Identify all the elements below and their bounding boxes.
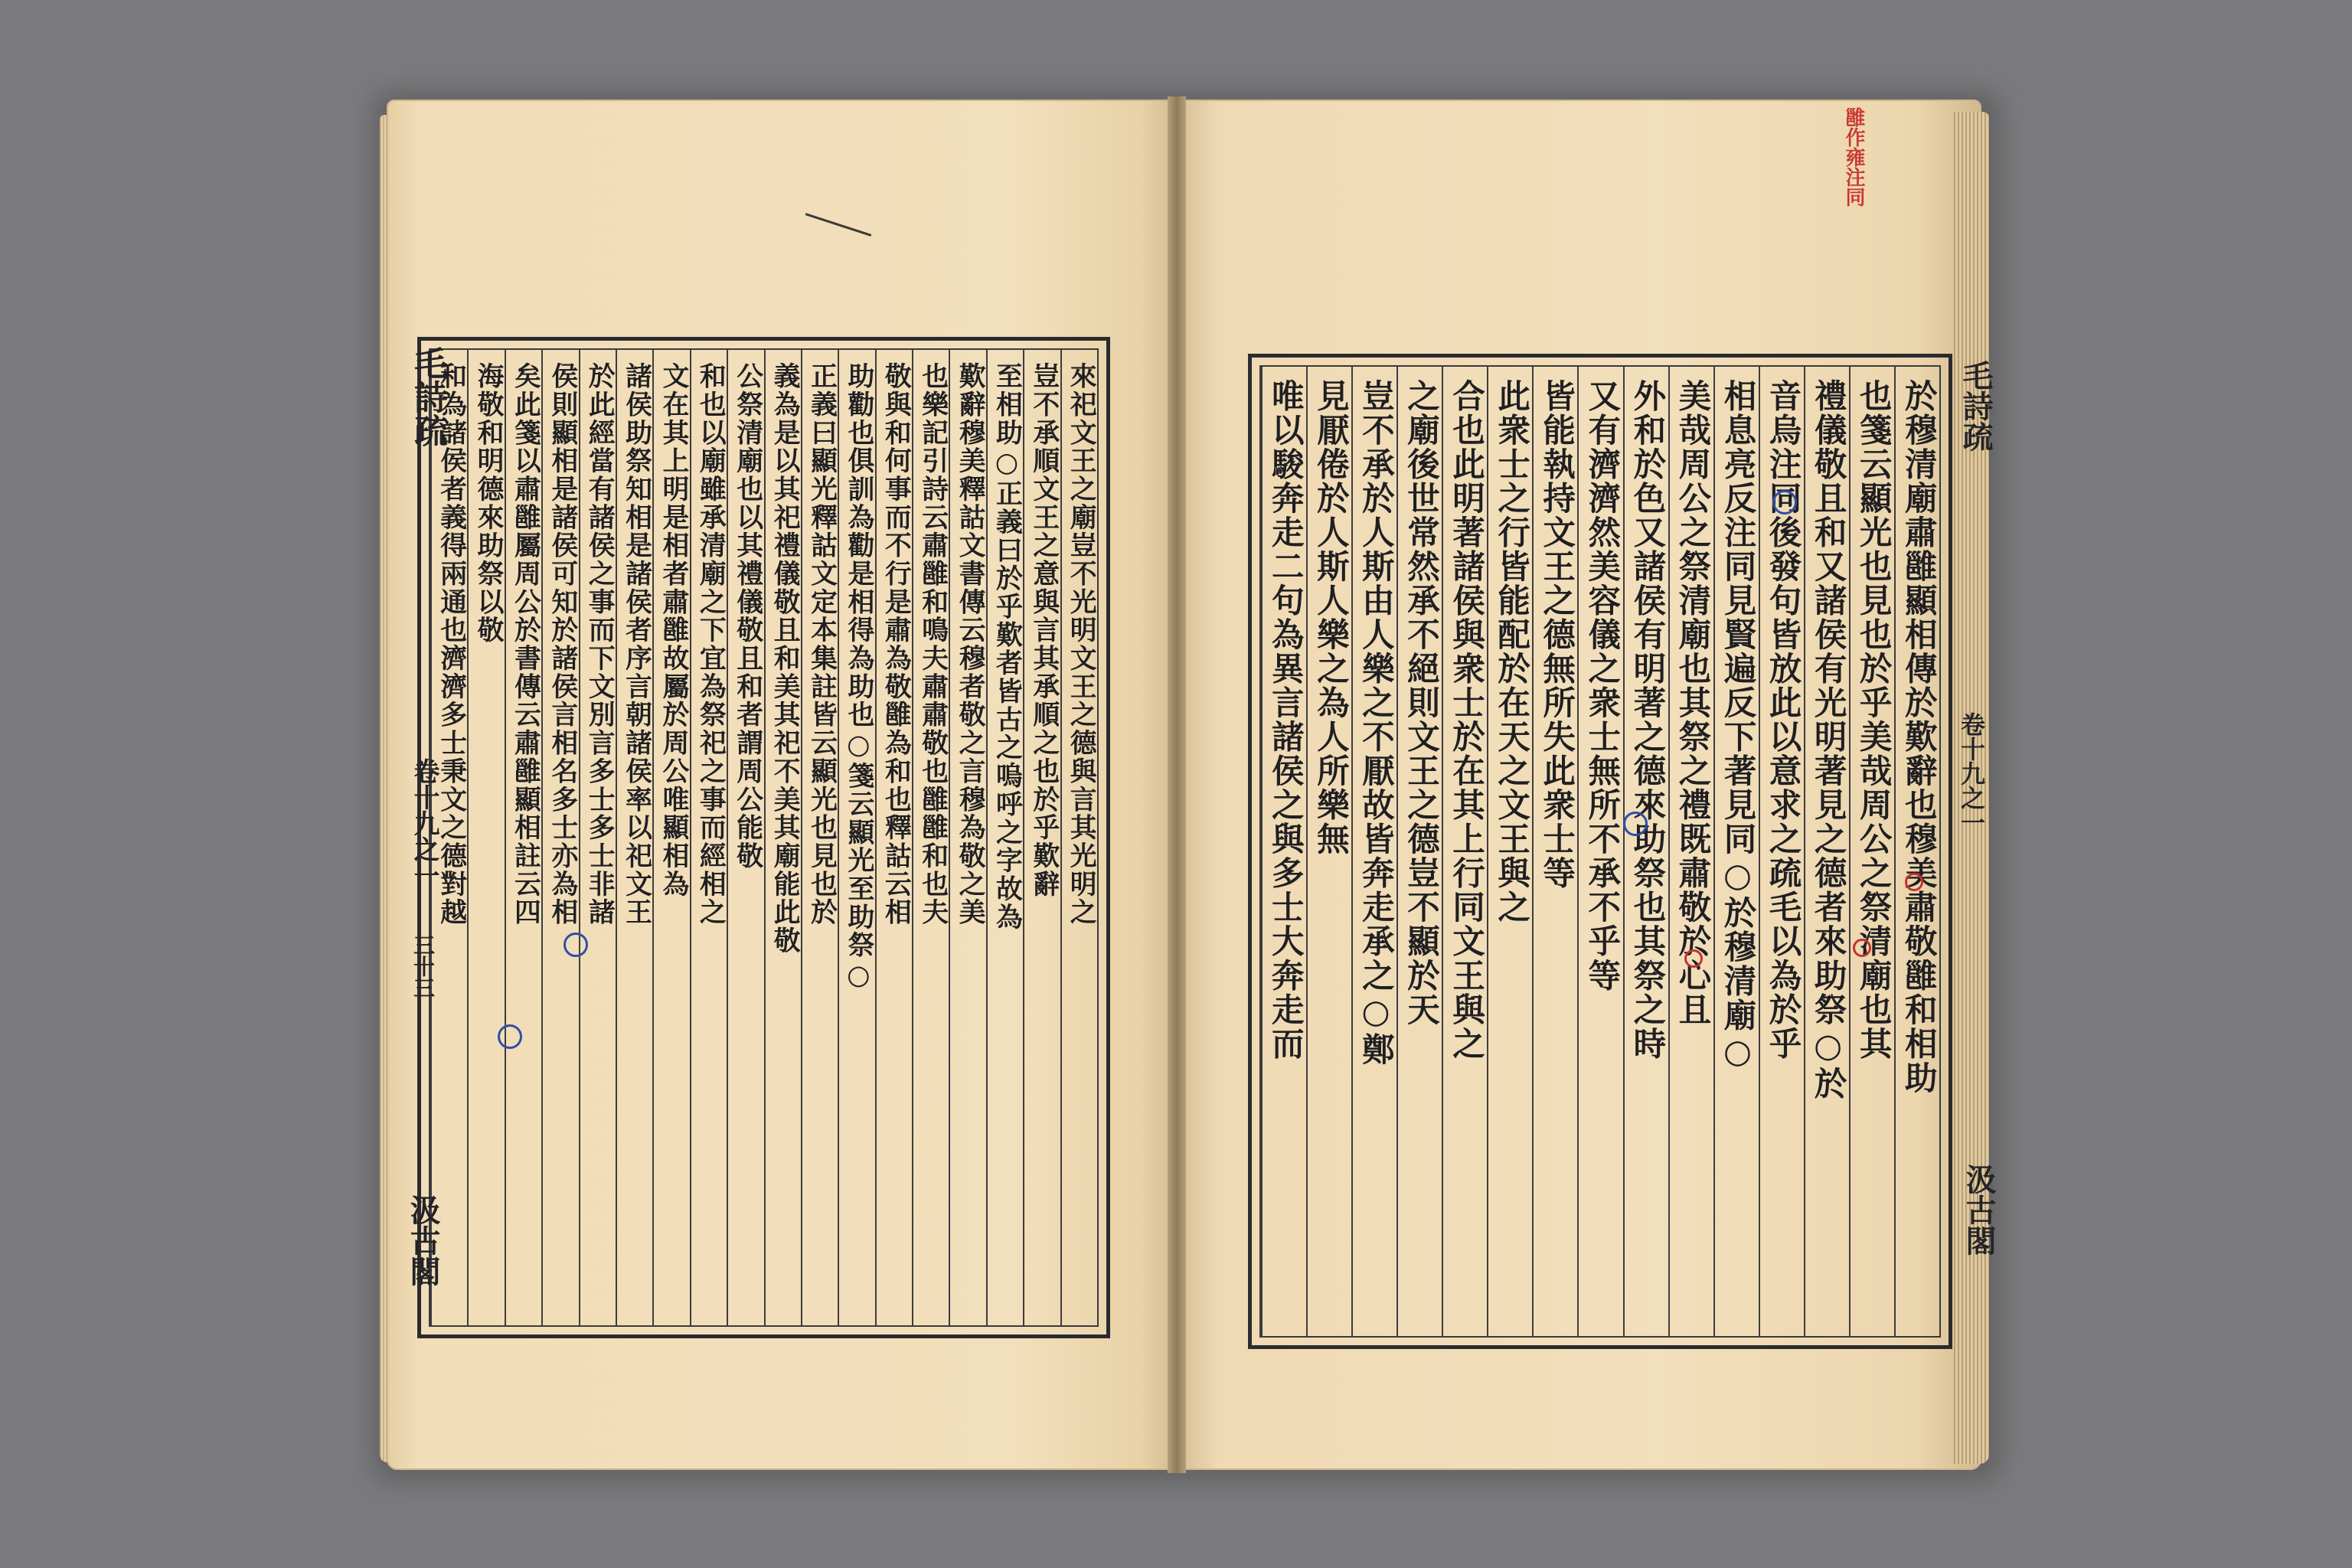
text-column [986,350,1024,1325]
text-column [1261,367,1308,1336]
ink-circle-mark [498,1024,522,1049]
column-text: 合也此明著諸侯與衆士於在其上行同文王與之 [1447,379,1486,1061]
red-circle-mark [1905,873,1923,891]
text-column [1713,367,1760,1336]
column-text: 正義曰顯光釋詁文定本集註皆云顯光也見也於 [805,362,838,926]
column-text: 見厭倦於人斯人樂之為人所樂無 [1311,379,1350,857]
text-column [1060,350,1099,1325]
column-text: 又有濟濟然美容儀之衆士無所不承不乎等 [1583,379,1622,993]
text-column [801,350,839,1325]
column-text: 相息亮反注同見賢遍反下著見同○於穆清廟○ [1718,379,1757,1073]
text-column [1577,367,1624,1336]
text-column [1396,367,1443,1336]
left-volume-label: 卷十九之一 [409,758,439,888]
text-column [1487,367,1534,1336]
column-text: 助勸也俱訓為勸是相得為助也○箋云顯光至助祭○ [842,362,874,992]
column-text: 和為諸侯者義得兩通也濟濟多士秉文之德對越 [435,362,467,926]
text-column [912,350,950,1325]
column-text: 音烏注同後發句皆放此以意求之疏毛以為於乎 [1763,379,1802,1061]
right-text-block [1259,365,1941,1338]
column-text: 美哉周公之祭清廟也其祭之禮既肅敬於心且 [1673,379,1712,1027]
text-column [1532,367,1579,1336]
text-column [764,350,802,1325]
column-text: 之廟後世常然承不絕則文王之德豈不顯於天 [1401,379,1440,1027]
text-column [1623,367,1670,1336]
text-column [1804,367,1851,1336]
left-print-frame [417,337,1110,1338]
text-column [467,350,505,1325]
column-text: 來祀文王之廟豈不光明文王之德與言其光明之 [1065,362,1097,926]
column-text: 禮儀敬且和又諸侯有光明著見之德者來助祭○於 [1808,379,1847,1101]
column-text: 外和於色又諸侯有明著之德來助祭也其祭之時 [1628,379,1667,1061]
text-column [652,350,691,1325]
column-text: 此衆士之行皆能配於在天之文王與之 [1492,379,1531,925]
text-column [579,350,617,1325]
column-text: 和也以廟雖承清廟之下宜為祭祀之事而經相之 [694,362,727,926]
right-press-name: 汲古閣 [1961,1164,1997,1256]
column-text: 文在其上明是相者肅雝故屬於周公唯顯相為 [657,362,689,898]
text-column [727,350,765,1325]
left-press-name: 汲古閣 [405,1194,441,1286]
column-text: 公祭清廟也以其禮儀敬且和者謂周公能敬 [731,362,763,871]
column-text: 歎辭穆美釋詁文書傳云穆者敬之言穆為敬之美 [954,362,986,926]
red-circle-mark [1684,949,1703,968]
column-text: 豈不承於人斯由人樂之不厭故皆奔走承之○鄭 [1356,379,1395,1067]
book-gutter [1168,96,1186,1473]
text-column [541,350,580,1325]
text-column [616,350,654,1325]
text-column [949,350,987,1325]
column-text: 至相助○正義曰於乎歎者皆古之嗚呼之字故為 [991,362,1023,931]
column-text: 義為是以其祀禮儀敬且和美其祀不美其廟能此敬 [769,362,801,955]
ink-circle-mark [1623,812,1648,836]
text-column [1351,367,1398,1336]
left-running-head: 毛詩疏 [408,346,447,447]
column-text: 侯則顯相是諸侯可知於諸侯言相名多士亦為相 [546,362,578,926]
left-text-block [429,348,1099,1327]
text-column [690,350,728,1325]
ink-circle-mark [1772,490,1797,514]
text-column [1023,350,1061,1325]
column-text: 海敬和明德來助祭以敬 [472,362,504,645]
column-text: 也箋云顯光也見也於乎美哉周公之祭清廟也其 [1854,379,1893,1061]
text-column [1442,367,1488,1336]
column-text: 皆能執持文王之德無所失此衆士等 [1537,379,1576,890]
right-running-head: 毛詩疏 [1958,360,1994,452]
column-text: 諸侯助祭知相是諸侯者序言朝諸侯率以祀文王 [620,362,652,926]
text-column [1849,367,1896,1336]
column-text: 也樂記引詩云肅雝和鳴夫肅肅敬也雝雝和也夫 [916,362,949,926]
right-print-frame [1248,354,1952,1349]
text-column [875,350,913,1325]
text-column [1894,367,1941,1336]
red-circle-mark [1853,939,1871,957]
column-text: 唯以駿奔走二句為異言諸侯之與多士大奔走而 [1266,379,1305,1061]
text-column [505,350,543,1325]
column-text: 於此經當有諸侯之事而下文別言多士多士非諸 [583,362,616,926]
text-column [1306,367,1353,1336]
left-folio-number: 三十三 [410,934,436,998]
right-volume-label: 卷十九之一 [1957,712,1986,835]
column-text: 矣此箋以肅雝屬周公於書傳云肅雝顯相註云四 [509,362,541,926]
ink-circle-mark [564,933,588,957]
column-text: 豈不承順文王之意與言其承順之也於乎歎辭 [1027,362,1060,898]
text-column [838,350,876,1325]
column-text: 於穆清廟肅雝顯相傳於歎辭也穆美肅敬雝和相助 [1899,379,1938,1095]
margin-annotation: 雝作雍注同 [1842,107,1865,207]
column-text: 敬與和何事而不行是肅為敬雝為和也釋詁云相 [880,362,912,926]
text-column [1668,367,1715,1336]
